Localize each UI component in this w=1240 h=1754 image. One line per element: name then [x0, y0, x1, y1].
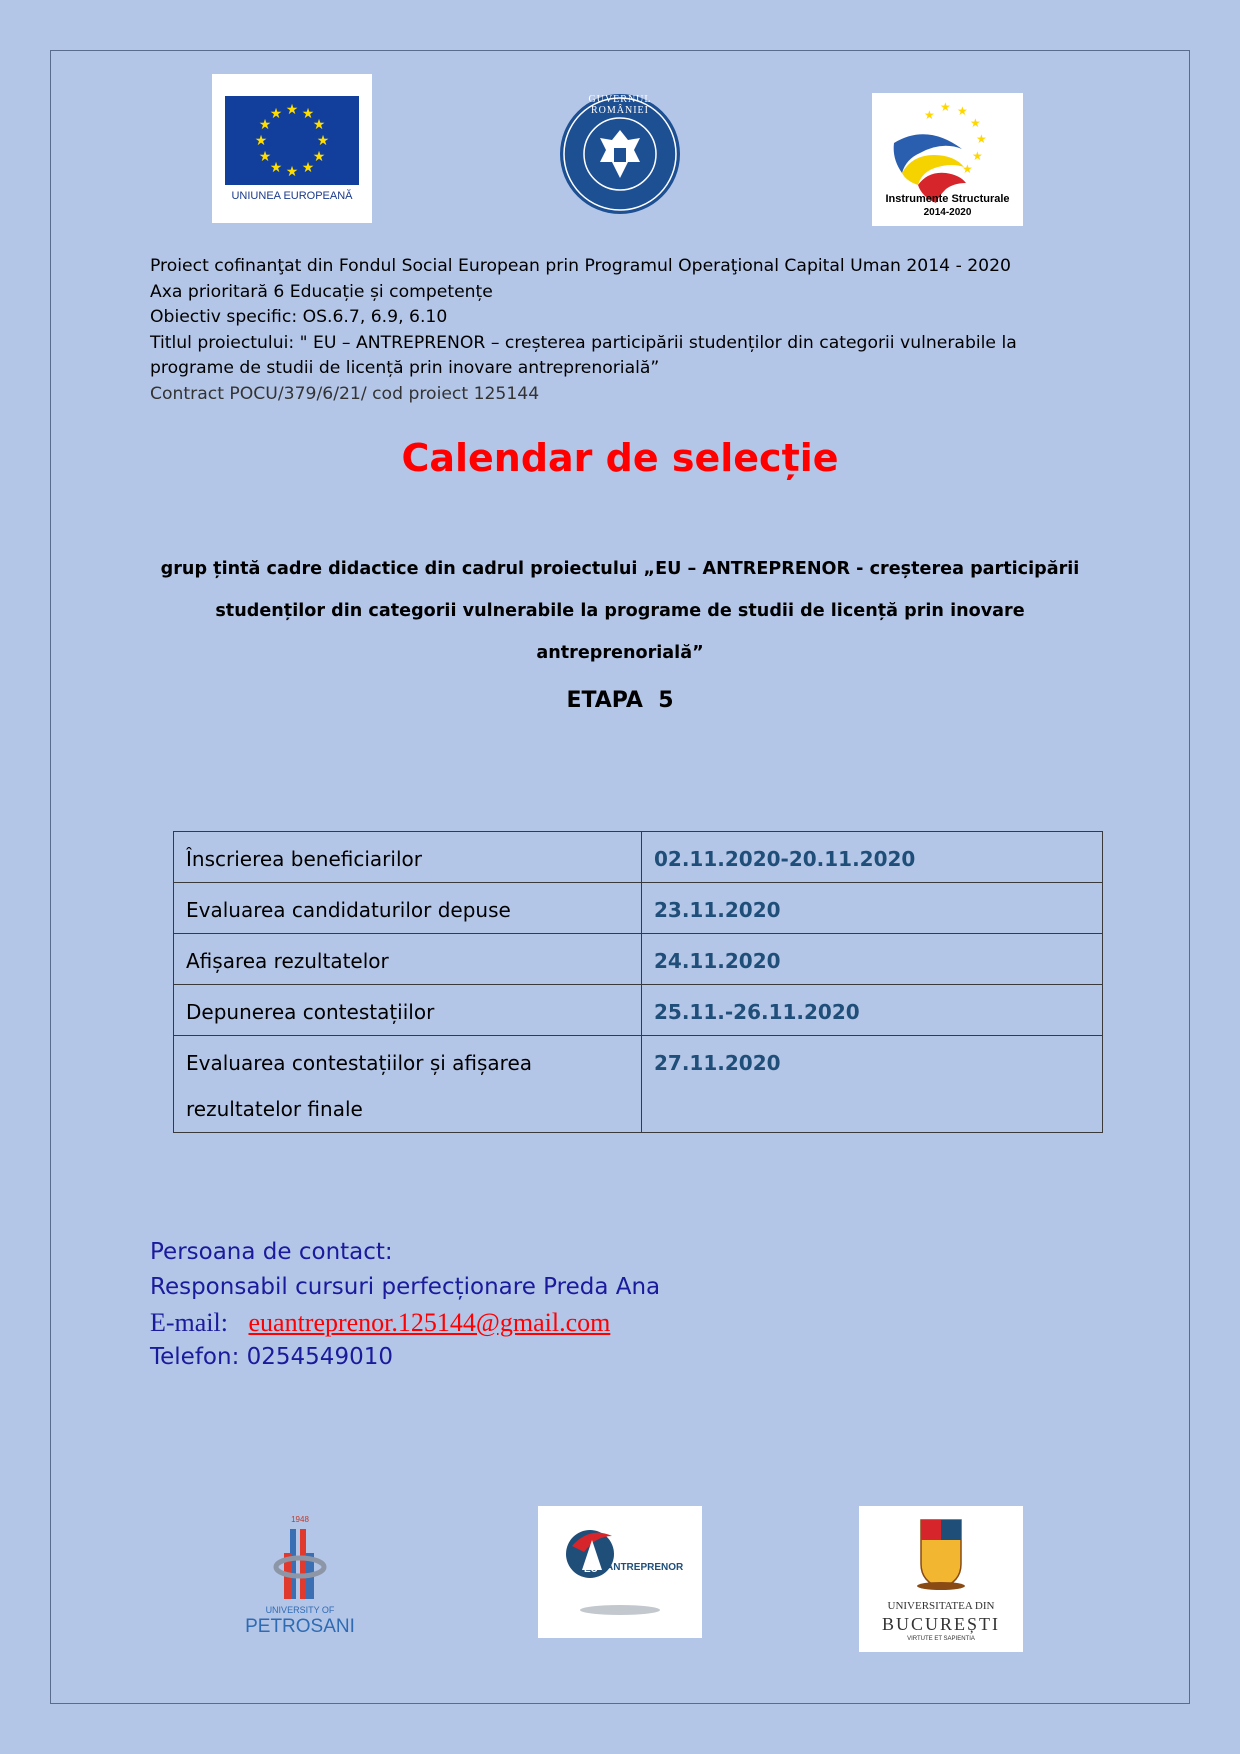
schedule-table: [173, 831, 1103, 1133]
schedule-step-label: Depunerea contestațiilor: [174, 985, 642, 1036]
instrumente-structurale-logo: [872, 93, 1023, 226]
svg-text:★: ★: [316, 132, 330, 148]
schedule-step-date: 24.11.2020: [642, 934, 1103, 985]
target-group-subtitle: [130, 548, 1110, 674]
eu-antreprenor-logo: [538, 1506, 702, 1638]
schedule-step-date: 02.11.2020-20.11.2020: [642, 832, 1103, 883]
svg-text:★: ★: [970, 116, 981, 130]
table-row: [174, 883, 1103, 934]
eu-logo-caption: UNIUNEA EUROPEANĂ: [231, 190, 353, 202]
project-info: [150, 254, 1050, 408]
svg-text:★: ★: [312, 116, 326, 132]
eu-flag-logo: [212, 74, 372, 223]
project-title-line1: Titlul proiectului: " EU – ANTREPRENOR – creșterea participării studenților din categorii vulnerabile la: [150, 332, 1017, 353]
schedule-step-label: [174, 1036, 642, 1133]
schedule-step-label-line1: Evaluarea contestațiilor și afișarea: [186, 1051, 533, 1075]
svg-text:★: ★: [301, 159, 315, 175]
schedule-step-date: 25.11.-26.11.2020: [642, 985, 1103, 1036]
email-row: [150, 1305, 1050, 1340]
schedule-step-label: Înscrierea beneficiarilor: [174, 832, 642, 883]
contact-heading: Persoana de contact:: [150, 1239, 393, 1265]
contract-line: Contract POCU/379/6/21/ cod proiect 125144: [150, 383, 540, 404]
svg-text:★: ★: [976, 132, 987, 146]
contact-responsible: Responsabil cursuri perfecționare Preda Ana: [150, 1274, 661, 1300]
table-row: [174, 832, 1103, 883]
svg-text:★: ★: [285, 163, 299, 179]
page-title: Calendar de selecție: [401, 436, 839, 480]
specific-objective-line: Obiectiv specific: OS.6.7, 6.9, 6.10: [150, 307, 448, 328]
email-link[interactable]: euantreprenor.125144@gmail.com: [248, 1308, 611, 1337]
schedule-step-label-line2: rezultatelor finale: [186, 1097, 363, 1121]
upet-year: 1948: [291, 1515, 309, 1524]
university-of-bucharest-logo: [859, 1506, 1023, 1652]
government-ring-text: GUVERNUL ROMÂNIEI: [588, 94, 652, 116]
schedule-step-date: 27.11.2020: [642, 1036, 1103, 1133]
subtitle-line2: studenților din categorii vulnerabile la programe de studii de licență prin inovare antreprenorială”: [215, 601, 1025, 663]
svg-text:★: ★: [258, 148, 272, 164]
svg-text:★: ★: [972, 149, 983, 163]
svg-text:★: ★: [957, 104, 968, 118]
government-seal-logo: [558, 92, 682, 216]
project-cofinancing-line: Proiect cofinanţat din Fondul Social European prin Programul Operaţional Capital Uman 2014 - 2020: [150, 256, 1011, 276]
ub-motto: VIRTUTE ET SAPIENTIA: [907, 1636, 975, 1642]
subtitle-line1: grup țintă cadre didactice din cadrul proiectului „EU – ANTREPRENOR - creșterea participării: [160, 559, 1080, 579]
schedule-step-label: Afișarea rezultatelor: [174, 934, 642, 985]
svg-text:★: ★: [269, 159, 283, 175]
schedule-step-label: Evaluarea candidaturilor depuse: [174, 883, 642, 934]
euantr-caption-line2: ANTREPRENOR: [606, 1562, 684, 1573]
is-caption-line2: 2014-2020: [923, 207, 972, 218]
ub-caption-line2: BUCUREȘTI: [881, 1614, 1000, 1634]
svg-text:★: ★: [301, 105, 315, 121]
upet-caption-line2: PETROSANI: [245, 1616, 355, 1637]
svg-text:★: ★: [962, 162, 973, 176]
stage-heading: ETAPA 5: [566, 688, 674, 713]
schedule-step-date: 23.11.2020: [642, 883, 1103, 934]
university-of-petrosani-logo: [230, 1515, 370, 1640]
svg-text:★: ★: [269, 105, 283, 121]
svg-text:★: ★: [924, 108, 935, 122]
priority-axis-line: Axa prioritară 6 Educație și competențe: [150, 281, 493, 302]
table-row: [174, 985, 1103, 1036]
table-row: [174, 934, 1103, 985]
upet-caption-line1: UNIVERSITY OF: [265, 1605, 335, 1615]
svg-text:★: ★: [940, 100, 951, 114]
table-row: [174, 1036, 1103, 1133]
petrosani-emblem-icon: [230, 1523, 370, 1613]
contact-block: [150, 1235, 1050, 1375]
svg-text:★: ★: [254, 132, 268, 148]
euantr-caption-line1: EU: [584, 1564, 598, 1575]
ub-caption-line1: UNIVERSITATEA DIN: [887, 1600, 995, 1612]
email-label: E-mail:: [150, 1308, 228, 1337]
is-caption-line1: Instrumente Structurale: [885, 193, 1010, 205]
project-title-line2: programe de studii de licență prin inovare antreprenorială”: [150, 358, 660, 379]
contact-phone: Telefon: 0254549010: [150, 1344, 393, 1370]
svg-text:★: ★: [312, 148, 326, 164]
svg-text:★: ★: [258, 116, 272, 132]
svg-text:★: ★: [285, 101, 299, 117]
